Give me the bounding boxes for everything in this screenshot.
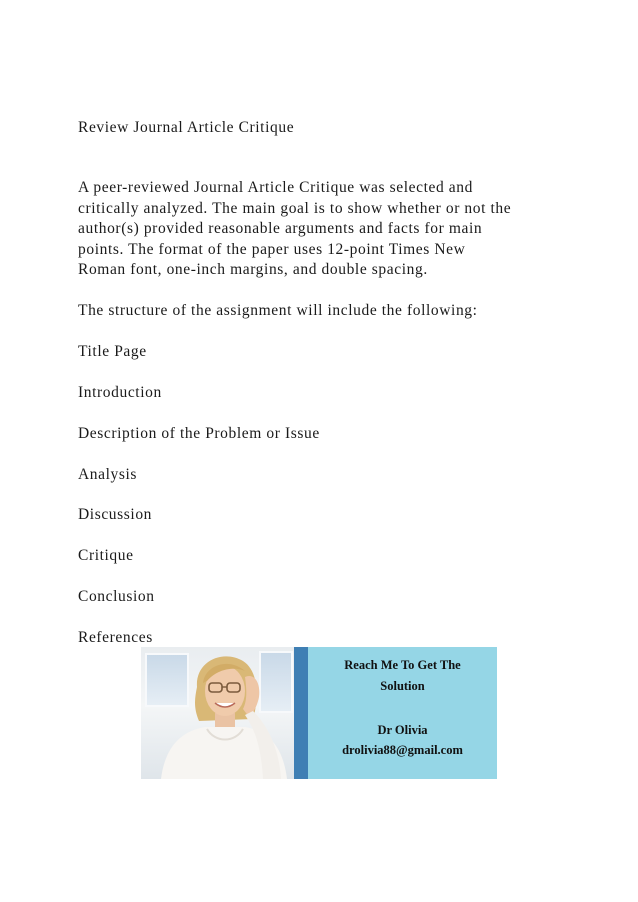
intro-line: critically analyzed. The main goal is to show whether or not the xyxy=(78,199,512,217)
section-critique: Critique xyxy=(78,547,134,564)
section-analysis: Analysis xyxy=(78,466,138,483)
section-introduction: Introduction xyxy=(78,384,162,401)
intro-line: author(s) provided reasonable arguments and facts for main xyxy=(78,220,483,237)
promo-headline: Reach Me To Get The xyxy=(344,658,461,672)
promo-banner xyxy=(141,647,497,779)
woman-portrait-illustration xyxy=(141,647,308,779)
promo-contact-card xyxy=(308,647,497,779)
promo-photo xyxy=(141,647,308,779)
intro-line: points. The format of the paper uses 12-point Times New xyxy=(78,240,466,258)
promo-email[interactable]: drolivia88@gmail.com xyxy=(342,743,463,757)
promo-headline-2: Solution xyxy=(380,679,425,693)
section-references: References xyxy=(78,629,153,646)
intro-line: A peer-reviewed Journal Article Critique was selected and xyxy=(78,179,473,196)
section-description: Description of the Problem or Issue xyxy=(78,425,320,442)
section-conclusion: Conclusion xyxy=(78,588,155,605)
document-title: Review Journal Article Critique xyxy=(78,119,295,136)
section-discussion: Discussion xyxy=(78,506,153,523)
intro-line: Roman font, one-inch margins, and double spacing. xyxy=(78,261,428,278)
promo-name: Dr Olivia xyxy=(377,723,428,737)
intro-paragraph xyxy=(78,178,511,281)
structure-intro: The structure of the assignment will include the following: xyxy=(78,302,478,319)
section-title-page: Title Page xyxy=(78,343,147,360)
